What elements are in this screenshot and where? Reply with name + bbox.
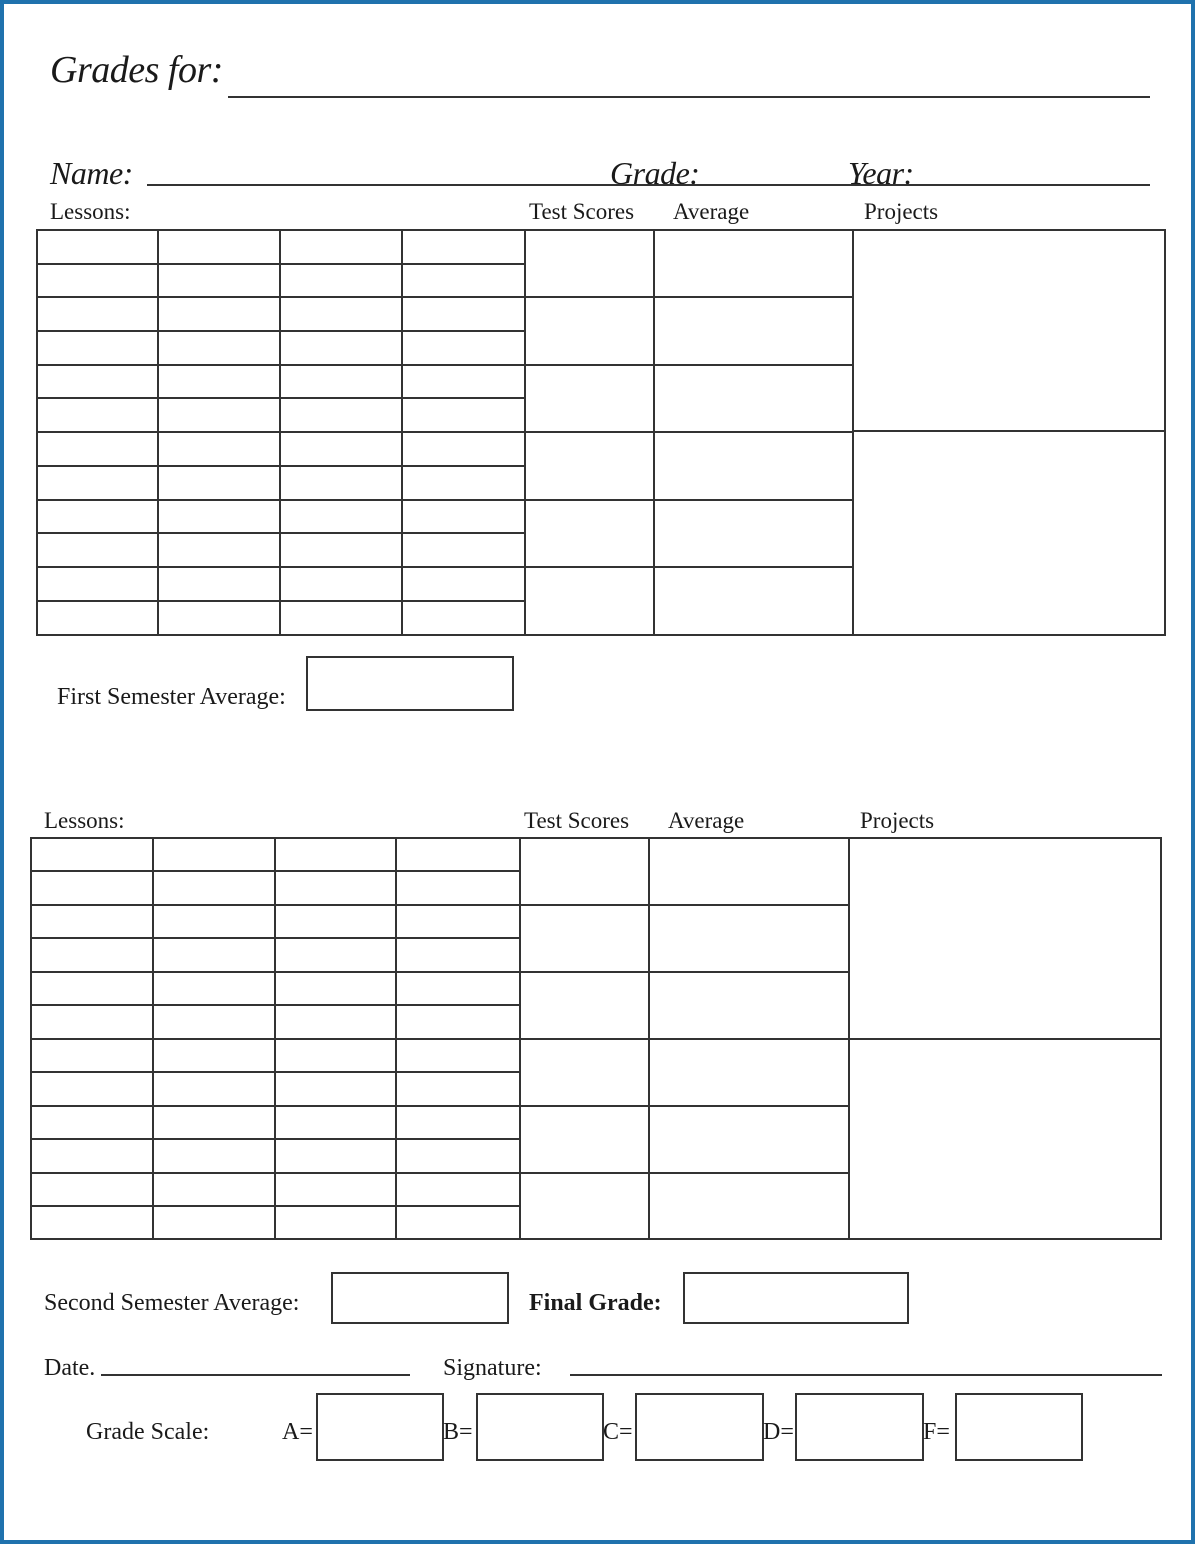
grade-scale-b-box[interactable]: [476, 1393, 604, 1461]
final-grade-box[interactable]: [683, 1272, 909, 1324]
grade-scale-f-box[interactable]: [955, 1393, 1083, 1461]
s1-test-scores-label: Test Scores: [529, 199, 635, 224]
grade-scale-b-label: B=: [443, 1419, 473, 1445]
date-line[interactable]: [101, 1374, 410, 1376]
second-semester-average-box[interactable]: [331, 1272, 509, 1324]
s2-test-scores-label: Test Scores: [524, 808, 630, 833]
grade-label: Grade:: [610, 155, 700, 191]
s1-average-label: Average: [673, 199, 750, 224]
date-label: Date.: [44, 1355, 96, 1381]
grade-scale-label: Grade Scale:: [86, 1419, 210, 1445]
name-label: Name:: [50, 155, 133, 191]
s1-lessons-label: Lessons:: [50, 199, 131, 224]
signature-label: Signature:: [443, 1355, 542, 1381]
grade-scale-a-label: A=: [282, 1419, 313, 1445]
grade-scale-c-box[interactable]: [635, 1393, 764, 1461]
year-label: Year:: [848, 155, 914, 191]
s1-projects-label: Projects: [864, 199, 939, 224]
s2-projects-label: Projects: [860, 808, 935, 833]
first-semester-average-label: First Semester Average:: [57, 684, 286, 710]
s2-lessons-label: Lessons:: [44, 808, 125, 833]
second-semester-average-label: Second Semester Average:: [44, 1290, 300, 1316]
grade-scale-c-label: C=: [603, 1419, 633, 1445]
s2-average-label: Average: [668, 808, 745, 833]
grade-scale-d-label: D=: [763, 1419, 794, 1445]
grade-scale-d-box[interactable]: [795, 1393, 924, 1461]
signature-line[interactable]: [570, 1374, 1162, 1376]
final-grade-label: Final Grade:: [529, 1290, 662, 1316]
grades-for-label: Grades for:: [50, 49, 223, 91]
grade-scale-f-label: F=: [923, 1419, 950, 1445]
grade-scale-a-box[interactable]: [316, 1393, 444, 1461]
